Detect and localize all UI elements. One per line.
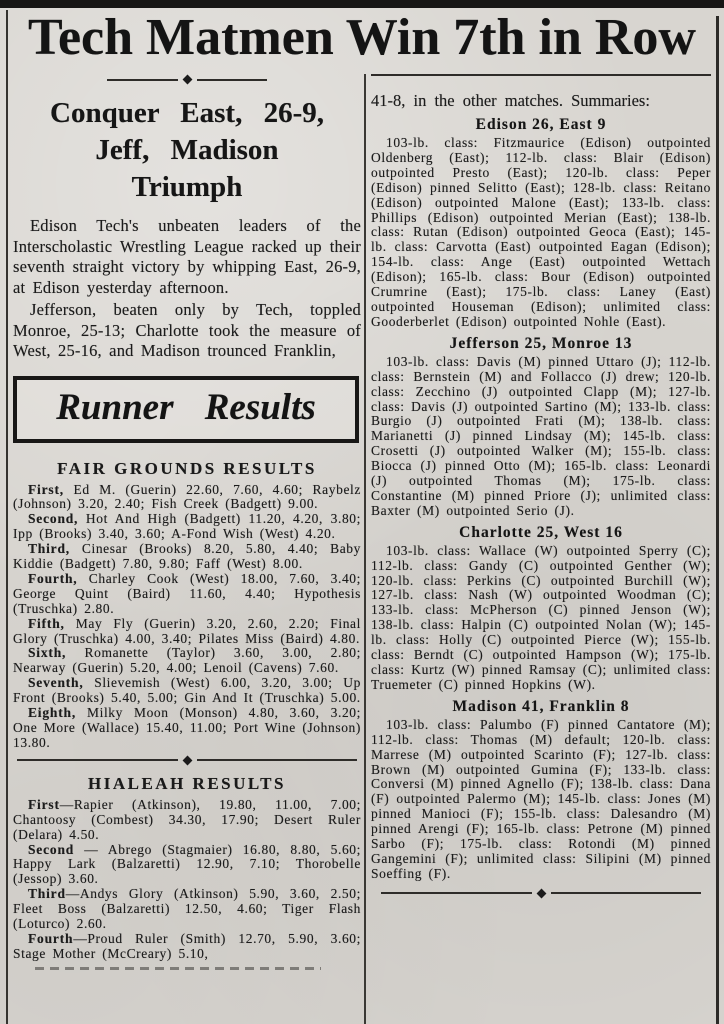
race-result — [13, 843, 361, 888]
race-detail: Romanette (Taylor) 3.60, 3.00, 2.80; Nearway (Guerin) 5.20, 4.00; Lenoil (Cavens) 7.60. — [13, 645, 361, 676]
right-column-top-rule — [371, 74, 711, 76]
race-result — [13, 542, 361, 572]
match-heading: Madison 41, Franklin 8 — [452, 697, 630, 715]
race-detail: Charley Cook (West) 18.00, 7.60, 3.40; George Quint (Baird) 11.60, 4.40; Hypothesis (Truschka) 2.80. — [13, 570, 361, 616]
race-position: Third, — [28, 541, 70, 557]
fair-grounds-heading: FAIR GROUNDS RESULTS — [57, 458, 317, 478]
race-result — [13, 646, 361, 676]
article-columns — [13, 74, 711, 1024]
top-border-bar — [0, 0, 724, 8]
diamond-icon — [182, 755, 192, 765]
race-detail: —Andys Glory (Atkinson) 5.90, 3.60, 2.50; Fleet Boss (Balzaretti) 12.50, 4.60; Tiger Flash (Loturco) 2.60. — [13, 886, 361, 932]
body-paragraph: Jefferson, beaten only by Tech, toppled Monroe, 25-13; Charlotte took the measure of West, 25-16, and Madison trounced Franklin, — [13, 300, 361, 360]
diamond-icon — [182, 75, 192, 85]
right-column-rule — [716, 16, 719, 1024]
runner-results-box — [13, 376, 359, 443]
subhead-line: Conquer East, 26-9, — [50, 97, 324, 129]
race-position: Fourth, — [28, 570, 78, 586]
race-detail: — Abrego (Stagmaier) 16.80, 8.80, 5.60; Happy Lark (Balzaretti) 12.90, 7.10; Thorobelle (Jessop) 3.60. — [13, 841, 361, 887]
match-summary: 103-lb. class: Palumbo (F) pinned Cantatore (M); 112-lb. class: Thomas (M) default; 120-lb. class: Marrese (M) outpointed Scarinto (F); 127-lb. class: Brown (M) outpointed Gumina (F); 133-lb. class: Conversi (M) pinned Agnello (F); 138-lb. class: Dana (F) outpointed Palermo (M); 145-lb. class: Jones (M) pinned Manioci (F); 155-lb. class: Dalesandro (M) pinned Arengi (F); 165-lb. class: Petrone (M) pinned Sarbo (F); 175-lb. class: Rotondi (M) pinned Gangemini (F); unlimited class: Silipini (M) pinned Soeffing (F). — [371, 716, 711, 881]
race-result — [13, 617, 361, 647]
race-result — [13, 572, 361, 617]
race-detail: Slievemish (West) 6.00, 3.20, 3.00; Up Front (Brooks) 5.40, 5.00; Gin And It (Truschka) 5.00. — [13, 675, 361, 706]
race-detail: —Proud Ruler (Smith) 12.70, 5.90, 3.60; Stage Mother (McCreary) 5.10, — [13, 930, 361, 961]
column-divider-rule — [364, 74, 366, 1024]
race-result — [13, 932, 361, 962]
left-column-rule — [6, 10, 8, 1024]
subhead-line: Triumph — [131, 171, 243, 203]
right-column — [371, 74, 711, 1024]
runner-results-title: Runner Results — [56, 386, 316, 428]
sub-headline — [13, 95, 361, 206]
match-heading: Charlotte 25, West 16 — [459, 523, 623, 541]
race-result — [13, 483, 361, 513]
race-detail: Hot And High (Badgett) 11.20, 4.20, 3.80; Ipp (Brooks) 3.40, 3.60; A-Fond Wish (West) 4.20. — [13, 511, 361, 542]
match-summary: 103-lb. class: Davis (M) pinned Uttaro (J); 112-lb. class: Bernstein (M) and Follacco (J) drew; 120-lb. class: Zecchino (J) outpointed Clapp (M); 127-lb. class: Davis (J) outpointed Sartino (M); 133-lb. class: Burgio (J) outpointed Frati (M); 138-lb. class: Marianetti (J) pinned Lindsay (M); 145-lb. class: Crosetti (J) outpointed Walker (M); 155-lb. class: Biocca (J) pinned Otto (M); 165-lb. class: Leonardi (J) outpointed Thomas (M); 175-lb. class: Constantine (M) pinned Priore (J); unlimited class: Baxter (M) outpointed Serio (J). — [371, 353, 711, 518]
race-position: First, — [28, 481, 64, 497]
race-result — [13, 798, 361, 843]
race-detail: Milky Moon (Monson) 4.80, 3.60, 3.20; One More (Wallace) 15.40, 11.00; Port Wine (Johnson) 13.80. — [13, 705, 361, 750]
diamond-divider — [381, 890, 701, 897]
lead-paragraph: Edison Tech's unbeaten leaders of the Interscholastic Wrestling League racked up their seventh straight victory by whipping East, 26-9, at Edison yesterday afternoon. — [13, 216, 361, 297]
race-position: Third — [28, 886, 66, 902]
diamond-icon — [536, 888, 546, 898]
race-detail: Cinesar (Brooks) 8.20, 5.80, 4.40; Baby Kiddie (Badgett) 7.80, 9.80; Faff (West) 8.00. — [13, 541, 361, 572]
continuation-paragraph: 41-8, in the other matches. Summaries: — [371, 91, 650, 110]
match-heading: Jefferson 25, Monroe 13 — [449, 334, 633, 352]
race-detail: Ed M. (Guerin) 22.60, 7.60, 4.60; Raybelz (Johnson) 3.20, 2.40; Fish Creek (Badgett) 9.00. — [13, 481, 361, 512]
race-position: Second, — [28, 511, 79, 527]
match-summary: 103-lb. class: Fitzmaurice (Edison) outpointed Oldenberg (East); 112-lb. class: Blair (Edison) outpointed Presto (East); 120-lb. class: Peper (Edison) pinned Selitto (East); 128-lb. class: Reitano (Edison) outpointed Malone (East); 133-lb. class: Phillips (Edison) outpointed Merian (East); 138-lb. class: Rutan (Edison) outpointed Geoca (East); 145-lb. class: Carvotta (East) outpointed Eagan (Edison); 154-lb. class: Ange (East) outpointed Wettach (Edison); 165-lb. class: Bour (Edison) outpointed Crumrine (East); 175-lb. class: Laney (East) outpointed Houseman (Edison); unlimited class: Gooderberlet (Edison) outpointed Nohle (East). — [371, 135, 711, 329]
diamond-divider — [17, 757, 357, 764]
race-detail: May Fly (Guerin) 3.20, 2.60, 2.20; Final Glory (Truschka) 4.00, 3.40; Pilates Miss (Baird) 4.80. — [13, 615, 361, 646]
race-position: Fifth, — [28, 615, 65, 631]
race-result — [13, 706, 361, 751]
match-summary: 103-lb. class: Wallace (W) outpointed Sperry (C); 112-lb. class: Gandy (C) outpointed Genther (W); 120-lb. class: Perkins (C) outpointed Burchill (W); 127-lb. class: Nash (W) outpointed Woodman (C); 133-lb. class: McPherson (C) pinned Jenson (W); 138-lb. class: Halpin (C) outpointed Nolan (W); 145-lb. class: Holly (C) outpointed Pierce (W); 155-lb. class: Berndt (C) outpointed Hampson (W); 175-lb. class: Kurtz (W) pinned Ramsay (C); unlimited class: Truemeter (C) pinned Hopkins (W). — [371, 542, 711, 692]
race-position: Fourth — [28, 930, 74, 946]
clipped-line-fragment — [35, 965, 321, 972]
race-position: Second — [28, 841, 75, 857]
race-detail: —Rapier (Atkinson), 19.80, 11.00, 7.00; Chantoosy (Combest) 34.30, 17.90; Desert Ruler (Delara) 4.50. — [13, 796, 361, 842]
race-result — [13, 676, 361, 706]
race-position: Eighth, — [28, 705, 76, 721]
race-result — [13, 887, 361, 932]
left-column — [13, 74, 361, 1024]
match-heading: Edison 26, East 9 — [475, 116, 607, 133]
race-position: Seventh, — [28, 675, 84, 691]
hialeah-heading: HIALEAH RESULTS — [88, 773, 286, 793]
race-result — [13, 512, 361, 542]
subhead-line: Jeff, Madison — [95, 134, 279, 166]
main-headline: Tech Matmen Win 7th in Row — [28, 9, 696, 66]
diamond-divider — [107, 76, 267, 83]
race-position: Sixth, — [28, 645, 67, 661]
race-position: First — [28, 796, 60, 812]
